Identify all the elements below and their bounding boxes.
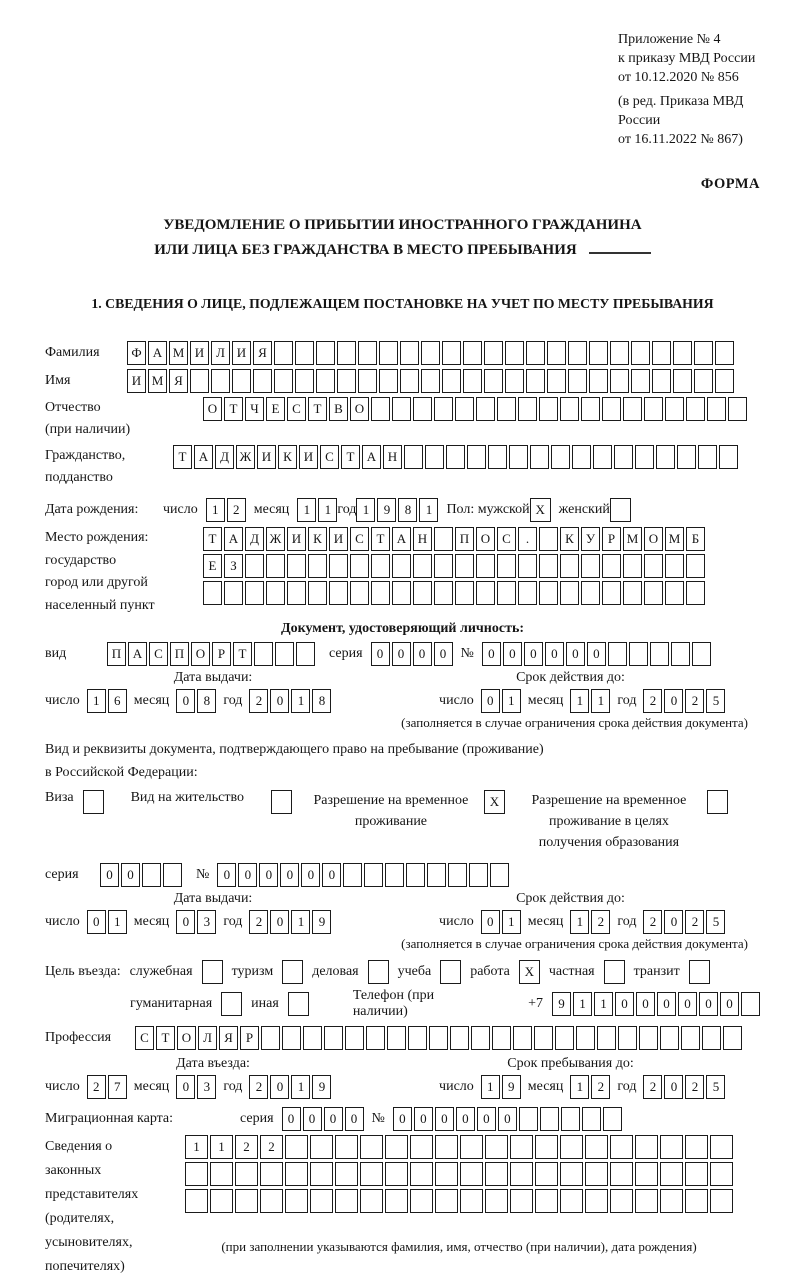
sex-female-checkbox[interactable] <box>610 498 631 522</box>
arrival-date <box>45 1056 381 1099</box>
reference-line: от 10.12.2020 № 856 <box>618 70 739 85</box>
patronymic-row <box>45 397 760 441</box>
option-residence-permit <box>131 790 292 814</box>
res-issue-year-boxes[interactable]: 2 0 1 9 <box>249 910 331 934</box>
phone-label: Телефон (при наличии) <box>352 988 435 1019</box>
day-label: число <box>163 502 198 517</box>
purpose-work-checkbox[interactable]: X <box>519 960 540 984</box>
res-issue-day-boxes[interactable]: 0 1 <box>87 910 127 934</box>
reference-line: (в ред. Приказа МВД России <box>618 94 744 128</box>
form-title <box>45 213 760 263</box>
month-label: месяц <box>527 1079 564 1094</box>
representatives-row1-boxes[interactable]: 1 1 2 2 <box>185 1135 733 1159</box>
arrival-year-boxes[interactable]: 2 0 1 9 <box>249 1075 331 1099</box>
month-label: месяц <box>133 914 170 929</box>
option-visa <box>45 790 104 814</box>
purpose-tourism-checkbox[interactable] <box>282 960 303 984</box>
purpose-transit-label: транзит <box>633 964 680 979</box>
temp-residence-education-label: Разрешение на временное проживание в целях получения образования <box>531 793 687 850</box>
temp-residence-education-checkbox[interactable] <box>707 790 728 814</box>
year-label: год <box>617 1079 637 1094</box>
valid-month-boxes[interactable]: 1 1 <box>570 689 610 713</box>
day-label: число <box>45 1079 80 1094</box>
representatives-right <box>185 1135 733 1255</box>
valid-date-heading: Срок действия до: <box>516 670 625 685</box>
purpose-study-checkbox[interactable] <box>440 960 461 984</box>
option-temp-residence <box>307 790 505 832</box>
phone-boxes[interactable]: 9 1 1 0 0 0 0 0 0 <box>552 992 760 1016</box>
residence-doc-options <box>45 790 760 853</box>
representatives-boxes <box>185 1135 733 1213</box>
res-valid-month-boxes[interactable]: 1 2 <box>570 910 610 934</box>
representatives-note: (при заполнении указываются фамилия, имя, отчество (при наличии), дата рождения) <box>221 1239 697 1254</box>
profession-row <box>45 1026 760 1050</box>
sex-male-checkbox[interactable]: X <box>530 498 551 522</box>
birthplace-boxes <box>203 527 705 608</box>
residence-doc-intro: Вид и реквизиты документа, подтверждающего право на пребывание (проживание) в Российской Федерации: <box>45 742 544 780</box>
day-label: число <box>439 1079 474 1094</box>
issue-month-boxes[interactable]: 0 8 <box>176 689 216 713</box>
birth-year-boxes[interactable]: 1 9 8 1 <box>356 498 438 522</box>
representatives-block <box>45 1135 760 1279</box>
temp-residence-label: Разрешение на временное проживание <box>313 793 469 829</box>
purpose-official-checkbox[interactable] <box>202 960 223 984</box>
form-title-line2: ИЛИ ЛИЦА БЕЗ ГРАЖДАНСТВА В МЕСТО ПРЕБЫВАНИЯ <box>45 238 760 263</box>
year-label: год <box>223 693 243 708</box>
series-label: серия <box>45 867 79 882</box>
doc-kind-boxes[interactable]: П А С П О Р Т <box>107 642 315 666</box>
patronymic-label: Отчество (при наличии) <box>45 400 131 437</box>
phone-prefix: +7 <box>528 996 543 1011</box>
issue-date-heading: Дата выдачи: <box>173 670 253 685</box>
representatives-label: Сведения о законных представителях (родителях, усыновителях, попечителях) <box>45 1139 139 1274</box>
entry-dates <box>45 1056 760 1099</box>
stay-month-boxes[interactable]: 1 2 <box>570 1075 610 1099</box>
arrival-day-boxes[interactable]: 2 7 <box>87 1075 127 1099</box>
migration-card-row <box>45 1107 760 1131</box>
migration-number-label: № <box>371 1111 385 1126</box>
birthplace-row3-boxes[interactable] <box>203 581 705 605</box>
valid-year-boxes[interactable]: 2 0 2 5 <box>643 689 725 713</box>
visit-purpose-row <box>45 960 760 984</box>
surname-boxes[interactable]: Ф А М И Л И Я <box>127 341 734 365</box>
purpose-official-label: служебная <box>129 964 193 979</box>
reference-line: от 16.11.2022 № 867) <box>618 132 743 147</box>
month-label: месяц <box>527 693 564 708</box>
forma-label: ФОРМА <box>700 176 760 192</box>
migration-series-label: серия <box>240 1111 274 1126</box>
stay-year-boxes[interactable]: 2 0 2 5 <box>643 1075 725 1099</box>
visa-label: Виза <box>45 790 74 805</box>
res-valid-year-boxes[interactable]: 2 0 2 5 <box>643 910 725 934</box>
birthplace-row1-boxes[interactable]: Т А Д Ж И К И С Т А Н П О С . К У Р М О М Б <box>203 527 705 551</box>
name-boxes[interactable]: И М Я <box>127 369 734 393</box>
purpose-other-checkbox[interactable] <box>288 992 309 1016</box>
doc-series-label: серия <box>329 646 363 661</box>
purpose-business-checkbox[interactable] <box>368 960 389 984</box>
birthdate-label: Дата рождения: <box>45 502 139 517</box>
id-doc-dates <box>45 670 760 713</box>
citizenship-label: Гражданство, подданство <box>45 448 126 485</box>
year-label: год <box>617 693 637 708</box>
residence-valid-date <box>381 891 760 934</box>
res-valid-day-boxes[interactable]: 0 1 <box>481 910 521 934</box>
migration-series-boxes[interactable]: 0 0 0 0 <box>282 1107 364 1131</box>
year-label: год <box>337 502 357 517</box>
month-label: месяц <box>253 502 290 517</box>
year-label: год <box>223 914 243 929</box>
validity-note: (заполняется в случае ограничения срока действия документа) <box>401 936 748 951</box>
surname-label: Фамилия <box>45 345 100 360</box>
issue-date-heading: Дата выдачи: <box>173 891 253 906</box>
residence-doc-series-row <box>45 863 760 887</box>
name-row <box>45 369 760 393</box>
purpose-tourism-label: туризм <box>231 964 274 979</box>
document-reference <box>618 30 760 149</box>
issue-year-boxes[interactable]: 2 0 1 8 <box>249 689 331 713</box>
migration-card-label: Миграционная карта: <box>45 1111 174 1126</box>
valid-date-heading: Срок действия до: <box>516 891 625 906</box>
residence-number-boxes[interactable]: 0 0 0 0 0 0 <box>217 863 509 887</box>
stay-until-date <box>381 1056 760 1099</box>
purpose-business-label: деловая <box>312 964 359 979</box>
id-document-row <box>45 642 760 666</box>
stay-until-heading: Срок пребывания до: <box>507 1056 634 1071</box>
month-label: месяц <box>133 693 170 708</box>
profession-boxes[interactable]: С Т О Л Я Р <box>135 1026 742 1050</box>
patronymic-boxes[interactable]: О Т Ч Е С Т В О <box>203 397 747 421</box>
option-temp-residence-education <box>520 790 728 853</box>
purpose-study-label: учеба <box>397 964 432 979</box>
purpose-private-checkbox[interactable] <box>604 960 625 984</box>
number-label: № <box>196 867 210 882</box>
blank-underline <box>589 238 651 254</box>
year-label: год <box>617 914 637 929</box>
representatives-row2-boxes[interactable] <box>185 1162 733 1186</box>
residence-permit-checkbox[interactable] <box>271 790 292 814</box>
year-label: год <box>223 1079 243 1094</box>
residence-series-boxes[interactable]: 0 0 <box>100 863 182 887</box>
birth-day-boxes[interactable]: 1 2 <box>206 498 246 522</box>
doc-number-boxes[interactable]: 0 0 0 0 0 0 <box>482 642 711 666</box>
citizenship-row <box>45 445 760 489</box>
stay-day-boxes[interactable]: 1 9 <box>481 1075 521 1099</box>
residence-doc-dates <box>45 891 760 934</box>
purpose-work-label: работа <box>470 964 510 979</box>
reference-line: к приказу МВД России <box>618 51 756 66</box>
birthplace-label: Место рождения: государство город или другой населенный пункт <box>45 530 155 613</box>
name-label: Имя <box>45 373 71 388</box>
doc-number-label: № <box>460 646 474 661</box>
birthdate-row <box>45 498 760 522</box>
residence-permit-label: Вид на жительство <box>130 790 244 805</box>
representatives-row3-boxes[interactable] <box>185 1189 733 1213</box>
temp-residence-checkbox[interactable]: X <box>484 790 505 814</box>
id-document-heading: Документ, удостоверяющий личность: <box>280 621 525 636</box>
day-label: число <box>45 693 80 708</box>
migration-number-boxes[interactable]: 0 0 0 0 0 0 <box>393 1107 622 1131</box>
validity-note: (заполняется в случае ограничения срока действия документа) <box>401 715 748 730</box>
month-label: месяц <box>527 914 564 929</box>
res-issue-month-boxes[interactable]: 0 3 <box>176 910 216 934</box>
purpose-humanitarian-checkbox[interactable] <box>221 992 242 1016</box>
month-label: месяц <box>133 1079 170 1094</box>
reference-line: Приложение № 4 <box>618 32 721 47</box>
purpose-transit-checkbox[interactable] <box>689 960 710 984</box>
sex-label: Пол: мужской <box>446 502 530 517</box>
purpose-private-label: частная <box>548 964 595 979</box>
form-title-line1: УВЕДОМЛЕНИЕ О ПРИБЫТИИ ИНОСТРАННОГО ГРАЖДАНИНА <box>163 217 642 233</box>
issue-day-boxes[interactable]: 1 6 <box>87 689 127 713</box>
birthplace-row2-boxes[interactable]: Е З <box>203 554 705 578</box>
day-label: число <box>439 693 474 708</box>
section1-heading: 1. СВЕДЕНИЯ О ЛИЦЕ, ПОДЛЕЖАЩЕМ ПОСТАНОВКЕ НА УЧЕТ ПО МЕСТУ ПРЕБЫВАНИЯ <box>91 296 714 311</box>
sex-female-label: женский <box>558 502 610 517</box>
surname-row <box>45 341 760 365</box>
purpose-humanitarian-label: гуманитарная <box>130 996 213 1011</box>
visa-checkbox[interactable] <box>83 790 104 814</box>
profession-label: Профессия <box>45 1030 112 1045</box>
visit-purpose-row2 <box>45 988 760 1020</box>
birthplace-block <box>45 527 760 617</box>
doc-series-boxes[interactable]: 0 0 0 0 <box>371 642 453 666</box>
id-doc-valid-date <box>381 670 760 713</box>
valid-day-boxes[interactable]: 0 1 <box>481 689 521 713</box>
residence-issue-date <box>45 891 381 934</box>
purpose-other-label: иная <box>251 996 279 1011</box>
id-doc-issue-date <box>45 670 381 713</box>
birth-month-boxes[interactable]: 1 1 <box>297 498 337 522</box>
purpose-label: Цель въезда: <box>45 964 121 979</box>
citizenship-boxes[interactable]: Т А Д Ж И К И С Т А Н <box>173 445 738 469</box>
day-label: число <box>439 914 474 929</box>
doc-kind-label: вид <box>45 646 67 661</box>
arrival-date-heading: Дата въезда: <box>176 1056 250 1071</box>
day-label: число <box>45 914 80 929</box>
arrival-month-boxes[interactable]: 0 3 <box>176 1075 216 1099</box>
